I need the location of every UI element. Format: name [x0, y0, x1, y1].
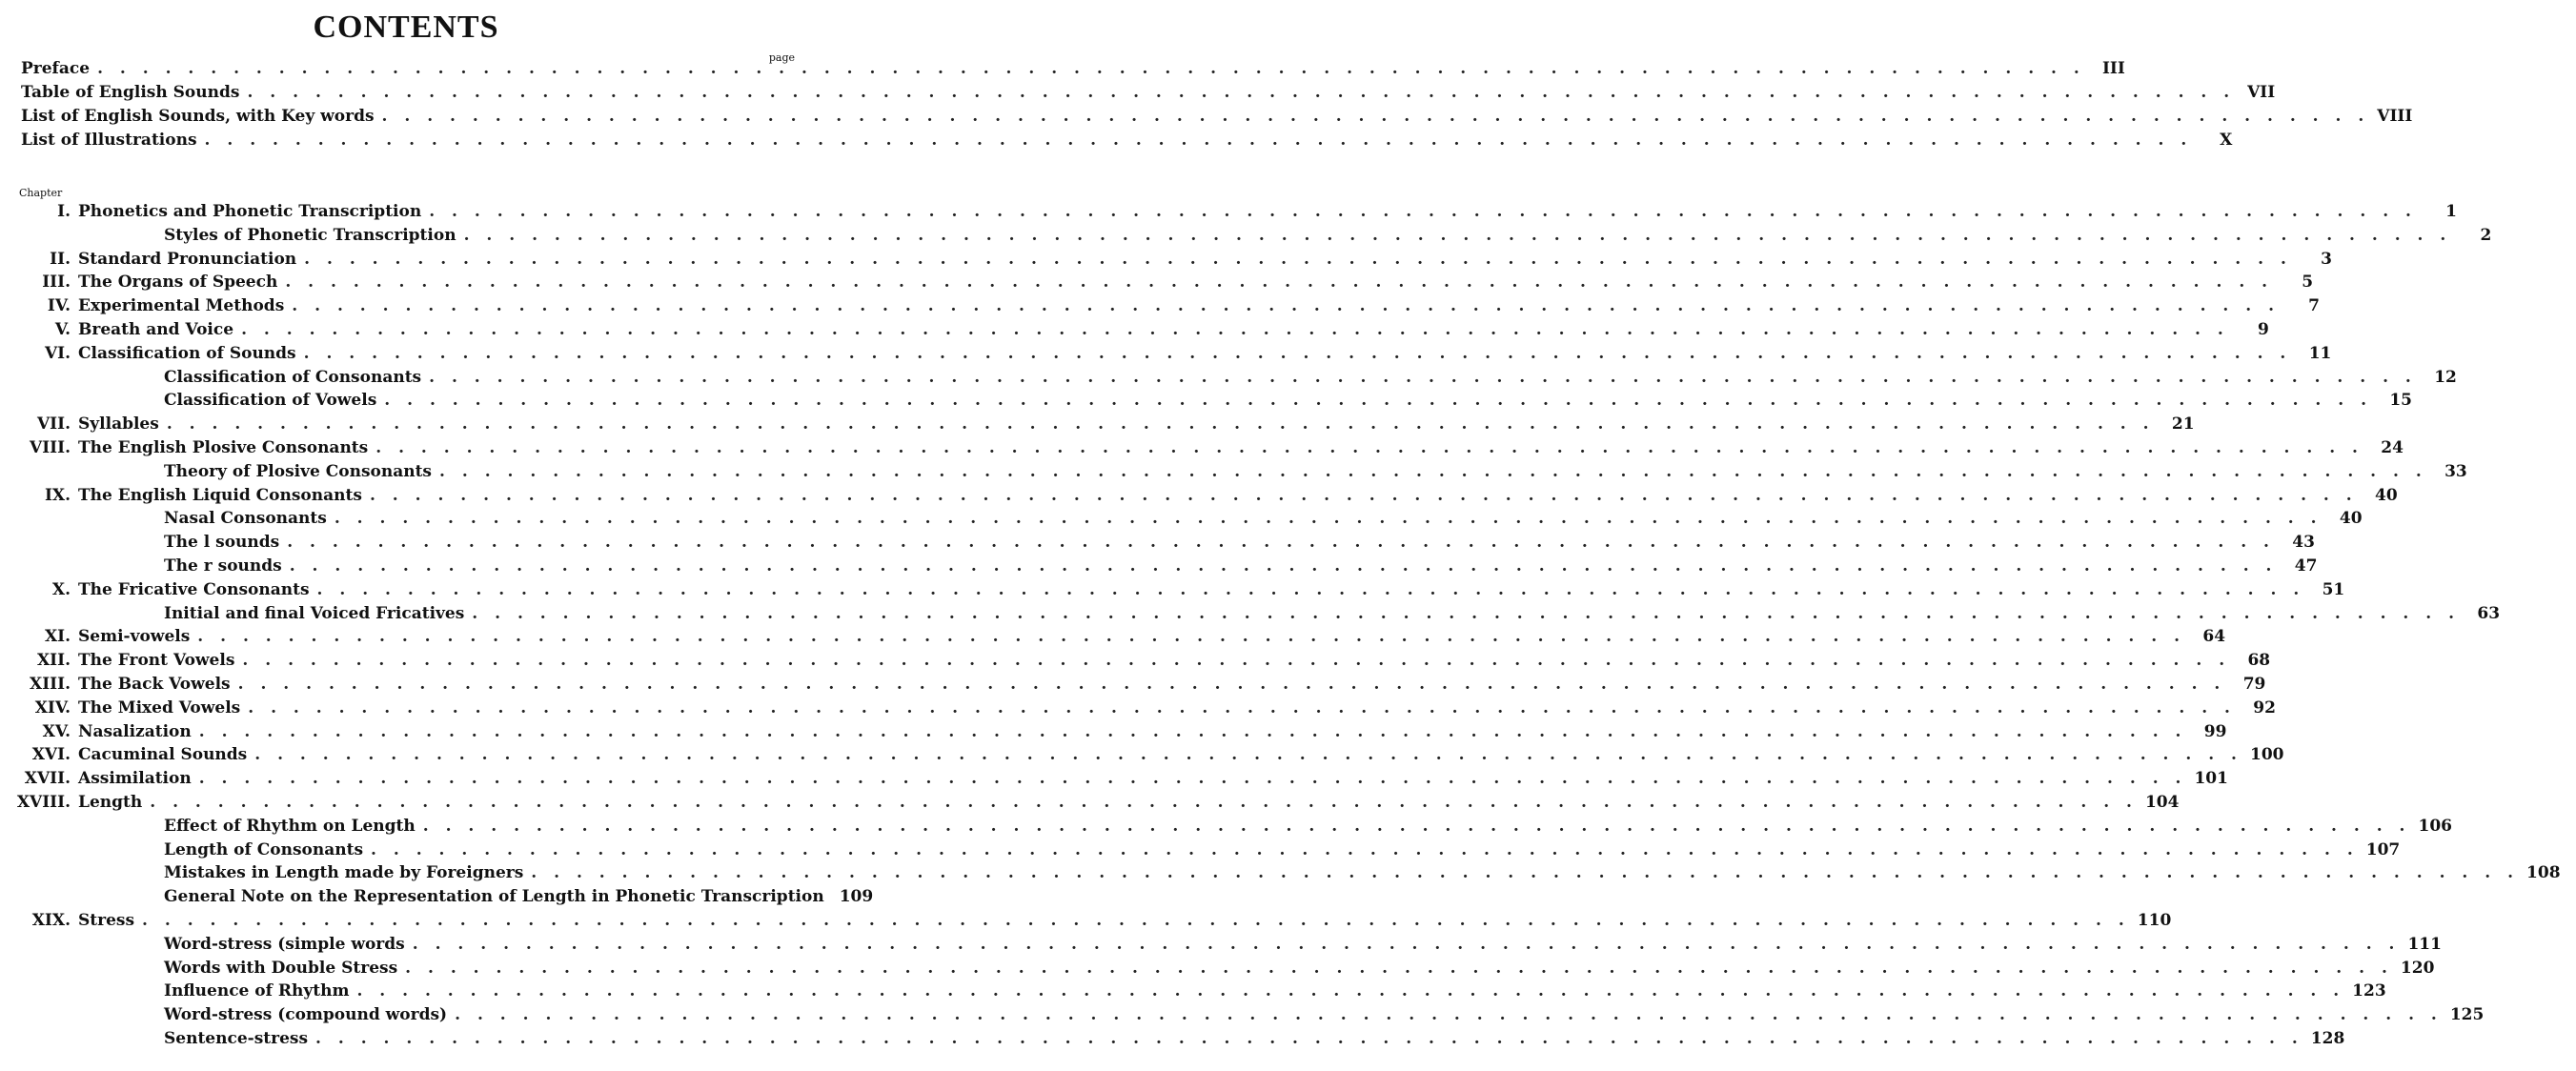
- page-number: 106: [2418, 816, 2452, 836]
- dot-leader: [142, 911, 2130, 930]
- chapter-number: XVII.: [24, 769, 71, 789]
- chapter-number: XII.: [36, 651, 71, 671]
- chapter-number: I.: [57, 202, 71, 221]
- entry-title: The English Plosive Consonants: [78, 438, 369, 457]
- chapter-entry: [0, 675, 2266, 698]
- entry-title: Standard Pronunciation: [78, 249, 297, 269]
- chapter-entry: [0, 769, 2228, 793]
- dot-leader: [371, 840, 2359, 859]
- section-entry: [0, 461, 2467, 486]
- entry-title: The Front Vowels: [78, 651, 235, 671]
- entry-title: Stress: [78, 911, 135, 930]
- dot-leader: [439, 462, 2427, 481]
- chapter-entry: [0, 296, 2320, 320]
- dot-leader: [472, 604, 2460, 623]
- entry-title: Preface: [21, 59, 91, 78]
- page-number: 123: [2352, 981, 2386, 1001]
- entry-title: Semi-vowels: [78, 627, 191, 647]
- dot-leader: [413, 935, 2401, 954]
- page-number: III: [2101, 59, 2125, 78]
- page-number: 5: [2302, 273, 2314, 293]
- dot-leader: [242, 651, 2230, 670]
- entry-title: Theory of Plosive Consonants: [164, 461, 433, 481]
- section-entry: [0, 981, 2386, 1005]
- dot-leader: [285, 273, 2273, 292]
- page-number: 120: [2400, 958, 2435, 978]
- entry-title: The Mixed Vowels: [78, 697, 241, 717]
- page-number: 33: [2444, 461, 2467, 481]
- entry-title: List of English Sounds, with Key words: [21, 107, 375, 126]
- section-entry: [0, 839, 2401, 864]
- page-number: 110: [2137, 911, 2172, 930]
- page-number: 24: [2381, 438, 2404, 457]
- chapter-entry: [0, 579, 2345, 604]
- page-number: 11: [2308, 343, 2332, 363]
- dot-leader: [304, 344, 2292, 363]
- dot-leader: [197, 627, 2185, 646]
- dot-leader: [238, 675, 2226, 694]
- page-number: X: [2220, 131, 2233, 150]
- entry-title: The English Liquid Consonants: [78, 485, 362, 505]
- page-number: 1: [2445, 202, 2457, 221]
- chapter-number: XIII.: [30, 675, 71, 694]
- page-number: 64: [2202, 627, 2226, 647]
- page-number: 99: [2203, 721, 2227, 741]
- page-number: 101: [2194, 769, 2228, 789]
- section-entry: [0, 863, 2561, 887]
- chapter-number: XIX.: [31, 911, 71, 930]
- chapter-entry: [0, 320, 2269, 344]
- page-number: 79: [2242, 675, 2266, 694]
- chapter-number: XVIII.: [16, 793, 71, 812]
- dot-leader: [429, 368, 2417, 387]
- chapter-column-label: Chapter: [19, 187, 63, 199]
- section-entry: [0, 367, 2457, 392]
- dot-leader: [304, 250, 2292, 269]
- chapter-entry: [0, 651, 2271, 675]
- page-number: 128: [2310, 1029, 2345, 1048]
- entry-title: List of Illustrations: [21, 131, 197, 150]
- dot-leader: [241, 320, 2229, 339]
- page-column-label: page: [768, 51, 795, 64]
- entry-title: Length: [78, 793, 143, 812]
- page-number: 9: [2257, 320, 2269, 339]
- dot-leader: [317, 580, 2305, 599]
- dot-leader: [405, 959, 2393, 978]
- dot-leader: [292, 296, 2280, 315]
- chapter-number: XVI.: [31, 745, 71, 765]
- chapter-number: VIII.: [30, 438, 71, 457]
- chapter-entry: [0, 911, 2172, 935]
- entry-title: Breath and Voice: [78, 320, 234, 339]
- dot-leader: [455, 1005, 2443, 1024]
- page-number: 7: [2308, 296, 2320, 316]
- page-number: 12: [2434, 367, 2457, 387]
- entry-title: Classification of Sounds: [78, 343, 296, 363]
- dot-leader: [375, 438, 2363, 457]
- page-number: VII: [2247, 83, 2276, 102]
- chapter-number: IX.: [44, 485, 71, 505]
- dot-leader: [335, 509, 2322, 528]
- page-number: 47: [2294, 556, 2318, 576]
- section-entry: [0, 391, 2413, 414]
- chapter-entry: [0, 745, 2284, 769]
- dot-leader: [429, 202, 2417, 221]
- dot-leader: [199, 722, 2187, 741]
- entry-title: Classification of Vowels: [164, 391, 377, 411]
- chapter-entry: [0, 414, 2195, 438]
- entry-title: Cacuminal Sounds: [78, 745, 248, 765]
- entry-title: The l sounds: [164, 533, 280, 553]
- page-number: 100: [2249, 745, 2284, 765]
- chapter-entry: [0, 343, 2332, 368]
- dot-leader: [290, 556, 2278, 576]
- entry-title: Word-stress (compound words): [164, 1005, 448, 1025]
- page-number: VIII: [2377, 107, 2413, 126]
- section-entry: [0, 958, 2435, 982]
- chapter-entry: [0, 697, 2276, 722]
- entry-title: Experimental Methods: [78, 296, 285, 316]
- page-number: 109: [839, 887, 874, 907]
- entry-title: Nasalization: [78, 721, 192, 741]
- dot-leader: [287, 533, 2275, 552]
- entry-title: Word-stress (simple words: [164, 934, 405, 954]
- chapter-entry: [0, 249, 2332, 273]
- dot-leader: [370, 486, 2358, 505]
- dot-leader: [531, 863, 2519, 882]
- page-number: 125: [2449, 1005, 2485, 1025]
- dot-leader: [199, 769, 2187, 788]
- section-entry: [0, 533, 2315, 556]
- entry-title: General Note on the Representation of Length in Phonetic Transcription: [164, 887, 824, 907]
- section-entry: [0, 225, 2492, 250]
- page-number: 51: [2322, 579, 2345, 599]
- entry-title: Sentence-stress: [164, 1029, 309, 1048]
- chapter-entry: [0, 793, 2180, 817]
- entry-title: The Fricative Consonants: [78, 579, 310, 599]
- chapter-entry: [0, 202, 2457, 226]
- chapter-number: III.: [42, 273, 71, 293]
- section-entry: [0, 934, 2442, 959]
- section-entry: [0, 1029, 2345, 1053]
- entry-title: Classification of Consonants: [164, 367, 422, 387]
- page-number: 107: [2365, 839, 2401, 859]
- front-matter-entry: [0, 107, 2413, 131]
- dot-leader: [97, 59, 2085, 78]
- dot-leader: [315, 1029, 2303, 1048]
- entry-title: The Organs of Speech: [78, 273, 278, 293]
- page-number: 43: [2292, 533, 2315, 553]
- front-matter-entry: [0, 59, 2125, 83]
- front-matter-entry: [0, 83, 2276, 107]
- dot-leader: [205, 131, 2193, 150]
- dot-leader: [247, 83, 2235, 102]
- dot-leader: [254, 745, 2242, 764]
- entry-title: Length of Consonants: [164, 839, 364, 859]
- dot-leader: [356, 981, 2344, 1000]
- chapter-entry: [0, 485, 2398, 510]
- section-entry: [0, 509, 2363, 533]
- chapter-number: XIV.: [34, 697, 71, 717]
- page-number: 92: [2253, 697, 2276, 717]
- dot-leader: [150, 793, 2138, 812]
- dot-leader: [464, 226, 2452, 245]
- entry-title: Nasal Consonants: [164, 509, 327, 529]
- entry-title: Assimilation: [78, 769, 192, 789]
- chapter-number: X.: [51, 579, 71, 599]
- chapter-entry: [0, 273, 2314, 296]
- dot-leader: [384, 391, 2372, 410]
- front-matter-entry: [0, 131, 2233, 154]
- dot-leader: [423, 817, 2411, 836]
- entry-title: The Back Vowels: [78, 675, 231, 694]
- entry-title: Mistakes in Length made by Foreigners: [164, 863, 524, 883]
- page-number: 63: [2477, 603, 2501, 623]
- chapter-number: IV.: [47, 296, 71, 316]
- chapter-entry: [0, 438, 2404, 462]
- page-title: CONTENTS: [313, 10, 499, 45]
- entry-title: Influence of Rhythm: [164, 981, 350, 1001]
- section-entry: [0, 816, 2452, 840]
- chapter-number: VII.: [36, 414, 71, 434]
- page-number: 104: [2144, 793, 2180, 812]
- page-number: 15: [2389, 391, 2413, 411]
- entry-title: Effect of Rhythm on Length: [164, 816, 416, 836]
- page-number: 21: [2171, 414, 2195, 434]
- page-number: 40: [2339, 509, 2363, 529]
- entry-title: Styles of Phonetic Transcription: [164, 225, 456, 245]
- section-entry: [0, 1005, 2485, 1029]
- dot-leader: [248, 698, 2236, 717]
- entry-title: Initial and final Voiced Fricatives: [164, 603, 465, 623]
- section-entry: [0, 556, 2318, 580]
- entry-title: Phonetics and Phonetic Transcription: [78, 202, 422, 221]
- chapter-number: XV.: [42, 721, 71, 741]
- page-number: 68: [2247, 651, 2271, 671]
- section-entry: [0, 603, 2501, 628]
- dot-leader: [167, 414, 2155, 434]
- section-entry: [0, 887, 874, 911]
- chapter-number: VI.: [44, 343, 71, 363]
- page-number: 111: [2407, 934, 2442, 954]
- chapter-number: XI.: [44, 627, 71, 647]
- chapter-entry: [0, 627, 2226, 651]
- entry-title: Syllables: [78, 414, 159, 434]
- page-number: 40: [2375, 485, 2398, 505]
- dot-leader: [382, 107, 2370, 126]
- chapter-number: II.: [50, 249, 71, 269]
- entry-title: Table of English Sounds: [21, 83, 240, 102]
- chapter-entry: [0, 721, 2227, 746]
- page-number: 3: [2321, 249, 2332, 269]
- entry-title: The r sounds: [164, 556, 282, 576]
- entry-title: Words with Double Stress: [164, 958, 398, 978]
- page-number: 108: [2526, 863, 2561, 883]
- chapter-number: V.: [54, 320, 71, 339]
- page-number: 2: [2480, 225, 2492, 245]
